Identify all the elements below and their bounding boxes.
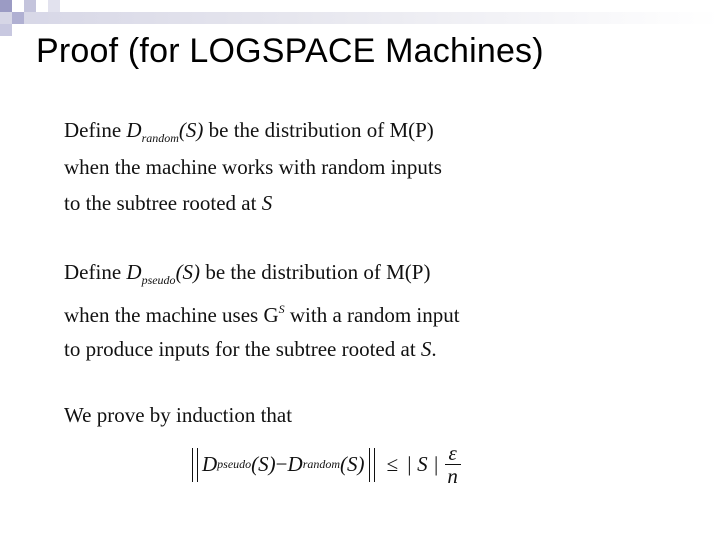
page-title: Proof (for LOGSPACE Machines) — [36, 32, 544, 70]
definition-pseudo-line-3: to produce inputs for the subtree rooted at S. — [64, 337, 437, 361]
norm-bar-left — [192, 448, 198, 482]
induction-statement: We prove by induction that — [64, 403, 293, 427]
decor-square — [24, 0, 36, 12]
leq-symbol: ≤ — [386, 452, 399, 476]
header-decoration-bar — [0, 12, 720, 24]
definition-pseudo-line-1: Define $D_{pseudo}(S)$ be the distribution of M(P) — [64, 260, 431, 287]
subtree-size: | S | — [406, 452, 439, 476]
decor-square — [12, 12, 24, 24]
definition-random-line-2: when the machine works with random inputs — [64, 155, 442, 179]
decor-square — [0, 0, 12, 12]
definition-random-line-3: to the subtree rooted at S — [64, 191, 273, 215]
decor-square — [0, 24, 12, 36]
decor-square — [48, 0, 60, 12]
definition-pseudo-line-2: when the machine uses $G^S$ with a random input — [64, 302, 460, 327]
epsilon-over-n-fraction: $\frac{\varepsilon}{n}$ — [445, 442, 461, 487]
decor-square — [36, 12, 48, 24]
norm-bar-right — [369, 448, 375, 482]
induction-formula: D pseudo (S) − D random (S) ≤ | S | $\frac{\varepsilon}{n}$ — [188, 442, 461, 487]
definition-random-line-1: Define $D_{random}(S)$ be the distribution of M(P) — [64, 118, 434, 145]
